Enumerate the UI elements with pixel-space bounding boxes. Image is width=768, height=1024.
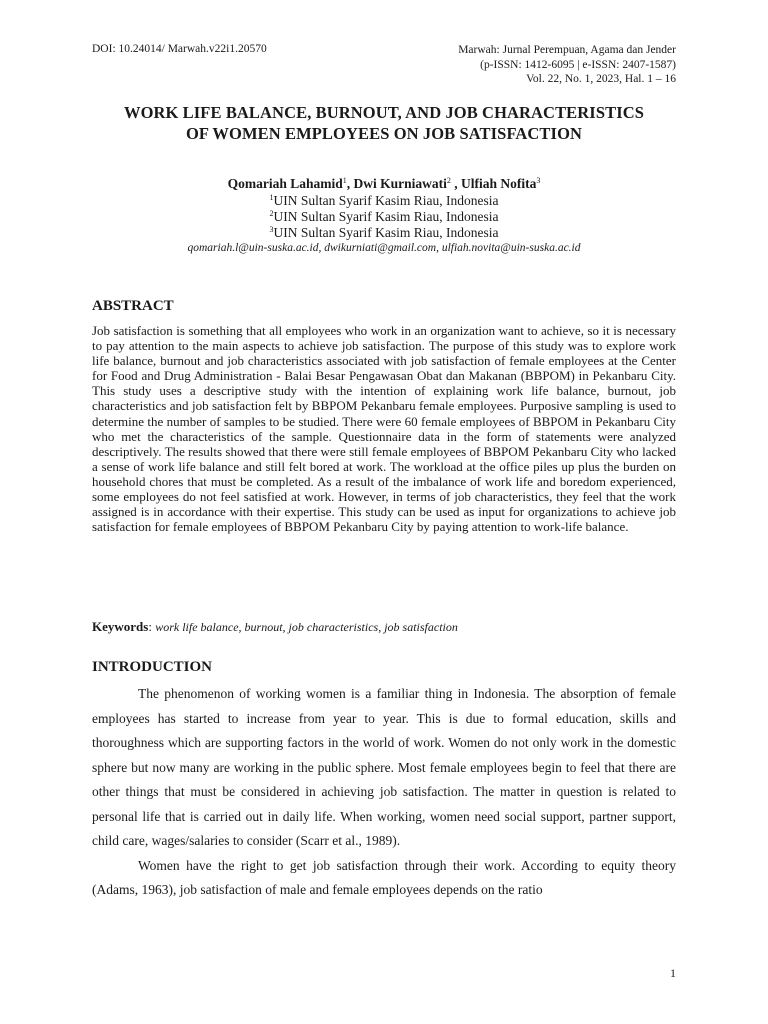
affiliation-sup: 3 bbox=[269, 225, 274, 234]
introduction-body bbox=[92, 682, 676, 903]
author-name: Qomariah Lahamid bbox=[227, 176, 343, 191]
affiliation bbox=[0, 225, 768, 241]
affiliation bbox=[0, 209, 768, 225]
introduction-heading: INTRODUCTION bbox=[92, 659, 213, 675]
paper-title-line-1: WORK LIFE BALANCE, BURNOUT, AND JOB CHARACTERISTICS bbox=[123, 103, 645, 122]
keywords-label: Keywords bbox=[92, 619, 149, 634]
affiliation-sup: 2 bbox=[269, 209, 274, 218]
paragraph: The phenomenon of working women is a familiar thing in Indonesia. The absorption of female employees has started to increase from year to year. This is due to formal education, skills and thoroughness which are supporting factors in the world of work. Women do not only work in the domestic sphere but now many are working in the public sphere. Most female employees begin to feel that there are other things that must be considered in achieving job satisfaction. The matter in question is related to personal life that is carried out in daily life. When working, women need social support, partner support, child care, wages/salaries to consider (Scarr et al., 1989). bbox=[92, 686, 676, 848]
affiliation-sup: 1 bbox=[269, 193, 274, 202]
author-sup: 3 bbox=[536, 176, 541, 185]
paragraph: Women have the right to get job satisfaction through their work. According to equity theory (Adams, 1963), job satisfaction of male and female employees depends on the ratio bbox=[92, 857, 676, 897]
page-number: 1 bbox=[670, 966, 676, 980]
author-emails: qomariah.l@uin-suska.ac.id, dwikurniati@gmail.com, ulfiah.novita@uin-suska.ac.id bbox=[187, 242, 581, 254]
journal-volume: Vol. 22, No. 1, 2023, Hal. 1 – 16 bbox=[526, 73, 676, 85]
abstract-heading: ABSTRACT bbox=[92, 298, 174, 314]
abstract-text: Job satisfaction is something that all employees who work in an organization want to achieve, so it is necessary to pay attention to the main aspects to achieve job satisfaction. The purpose of this study was to explore work life balance, burnout and job characteristics associated with job satisfaction of female employees at the Center for Food and Drug Administration - Balai Besar Pengawasan Obat dan Makanan (BBPOM) in Pekanbaru City. This study uses a descriptive study with the intention of explaining work life balance, burnout, job characteristics and job satisfaction felt by BBPOM Pekanbaru female employees. Purposive sampling is used to determine the number of samples to be studied. There were 60 female employees of BBPOM in Pekanbaru City who met the characteristics of the sample. Questionnaire data in the form of statements were analyzed descriptively. The results showed that there were still female employees of BBPOM Pekanbaru City who lacked a sense of work life balance and still felt bored at work. The workload at the office piles up plus the burden on household chores that must be completed. As a result of the imbalance of work life and boredom experienced, some employees do not feel satisfied at work. However, in terms of job characteristics, they feel that the work assigned is in accordance with their expertise. This study can be used as input for organizations to achieve job satisfaction for female employees of BBPOM Pekanbaru City by paying attention to work-life balance. bbox=[92, 323, 676, 535]
paper-title bbox=[60, 103, 708, 144]
keywords-value: work life balance, burnout, job characteristics, job satisfaction bbox=[155, 620, 458, 634]
affiliation-text: UIN Sultan Syarif Kasim Riau, Indonesia bbox=[273, 209, 499, 224]
author-sup: 1 bbox=[342, 176, 347, 185]
author-sup: 2 bbox=[446, 176, 451, 185]
journal-info bbox=[458, 43, 676, 87]
journal-issn: (p-ISSN: 1412-6095 | e-ISSN: 2407-1587) bbox=[480, 58, 676, 71]
keywords-line bbox=[92, 619, 676, 635]
doi-text: DOI: 10.24014/ Marwah.v22i1.20570 bbox=[92, 43, 267, 55]
author-separator: , bbox=[346, 176, 354, 191]
author-name: Dwi Kurniawati bbox=[353, 176, 447, 191]
keywords-separator: : bbox=[148, 619, 156, 634]
affiliation bbox=[0, 193, 768, 209]
author-list bbox=[0, 176, 768, 192]
author-separator: , bbox=[450, 176, 462, 191]
journal-name: Marwah: Jurnal Perempuan, Agama dan Jender bbox=[458, 44, 676, 56]
affiliation-text: UIN Sultan Syarif Kasim Riau, Indonesia bbox=[273, 193, 499, 208]
affiliation-text: UIN Sultan Syarif Kasim Riau, Indonesia bbox=[273, 225, 499, 240]
author-name: Ulfiah Nofita bbox=[461, 176, 537, 191]
paper-title-line-2: OF WOMEN EMPLOYEES ON JOB SATISFACTION bbox=[185, 123, 583, 143]
